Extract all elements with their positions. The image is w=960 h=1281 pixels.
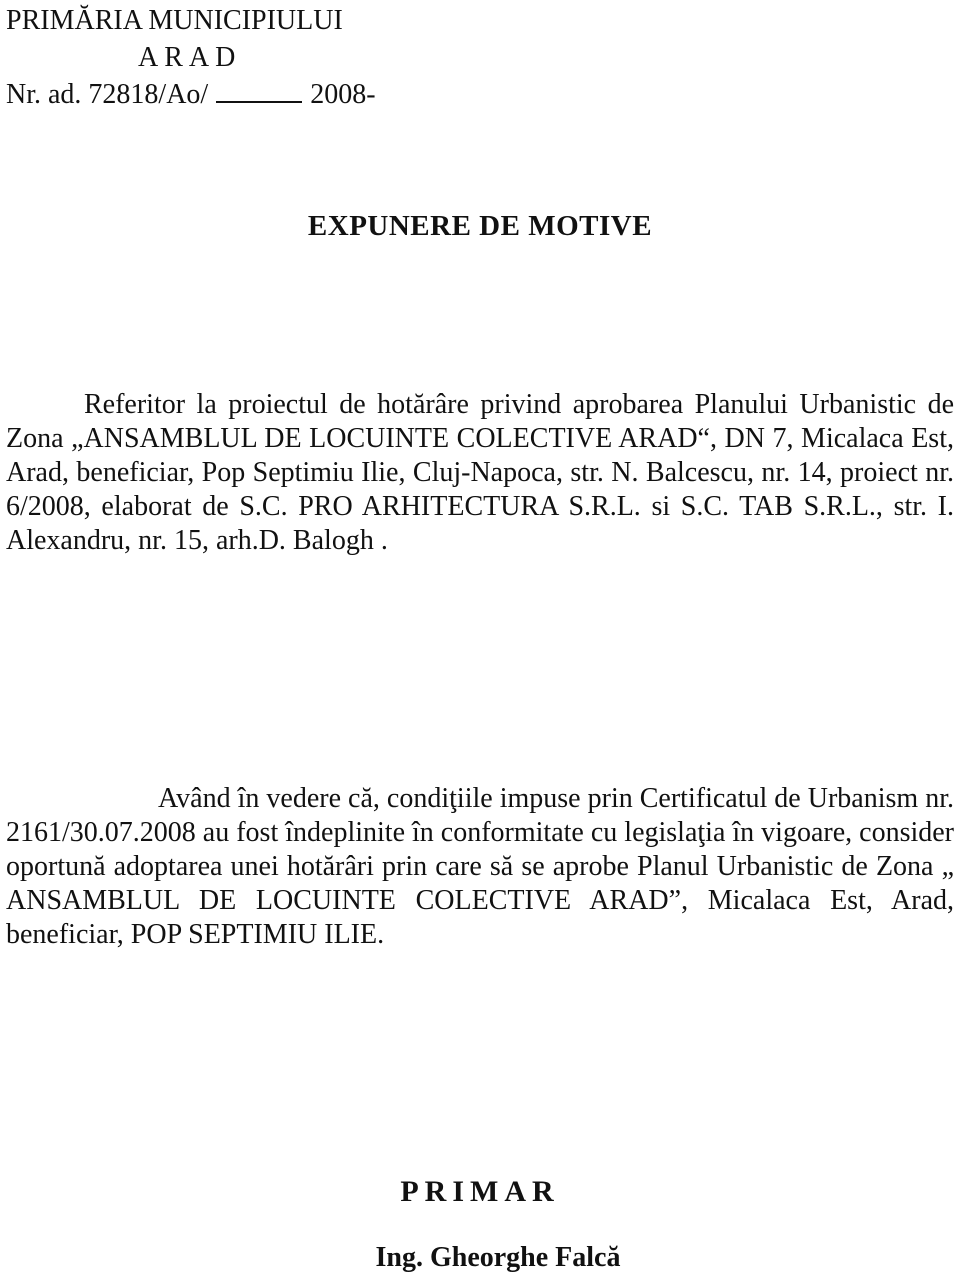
document-title: EXPUNERE DE MOTIVE xyxy=(307,210,653,242)
institution-header xyxy=(6,2,376,113)
registration-number xyxy=(6,76,376,113)
institution-name: PRIMĂRIA MUNICIPIULUI xyxy=(6,5,343,36)
registration-year: 2008- xyxy=(310,79,376,110)
paragraph-subject: Referitor la proiectul de hotărâre privind aprobarea Planului Urbanistic de Zona „ANSAMBLUL DE LOCUINTE COLECTIVE ARAD“, DN 7, Micalaca Est, Arad, beneficiar, Pop Septimiu Ilie, Cluj-Napoca, str. N. Balcescu, nr. 14, proiect nr. 6/2008, elaborat de S.C. PRO ARHITECTURA S.R.L. si S.C. TAB S.R.L., str. I. Alexandru, nr. 15, arh.D. Balogh . xyxy=(6,389,954,556)
registration-blank-line xyxy=(216,79,302,103)
paragraph-motivation: Având în vedere că, condiţiile impuse prin Certificatul de Urbanism nr. 2161/30.07.2008 au fost îndeplinite în conformitate cu legislaţia în vigoare, consider oportună adoptarea unei hotărâri prin care să se aprobe Planul Urbanistic de Zona „ ANSAMBLUL DE LOCUINTE COLECTIVE ARAD”, Micalaca Est, Arad, beneficiar, POP SEPTIMIU ILIE. xyxy=(6,783,954,950)
registration-prefix: Nr. ad. 72818/Ao/ xyxy=(6,79,209,110)
signature-name: Ing. Gheorghe Falcă xyxy=(375,1242,621,1273)
signature-role: PRIMAR xyxy=(400,1175,560,1208)
institution-city: ARAD xyxy=(138,42,242,73)
